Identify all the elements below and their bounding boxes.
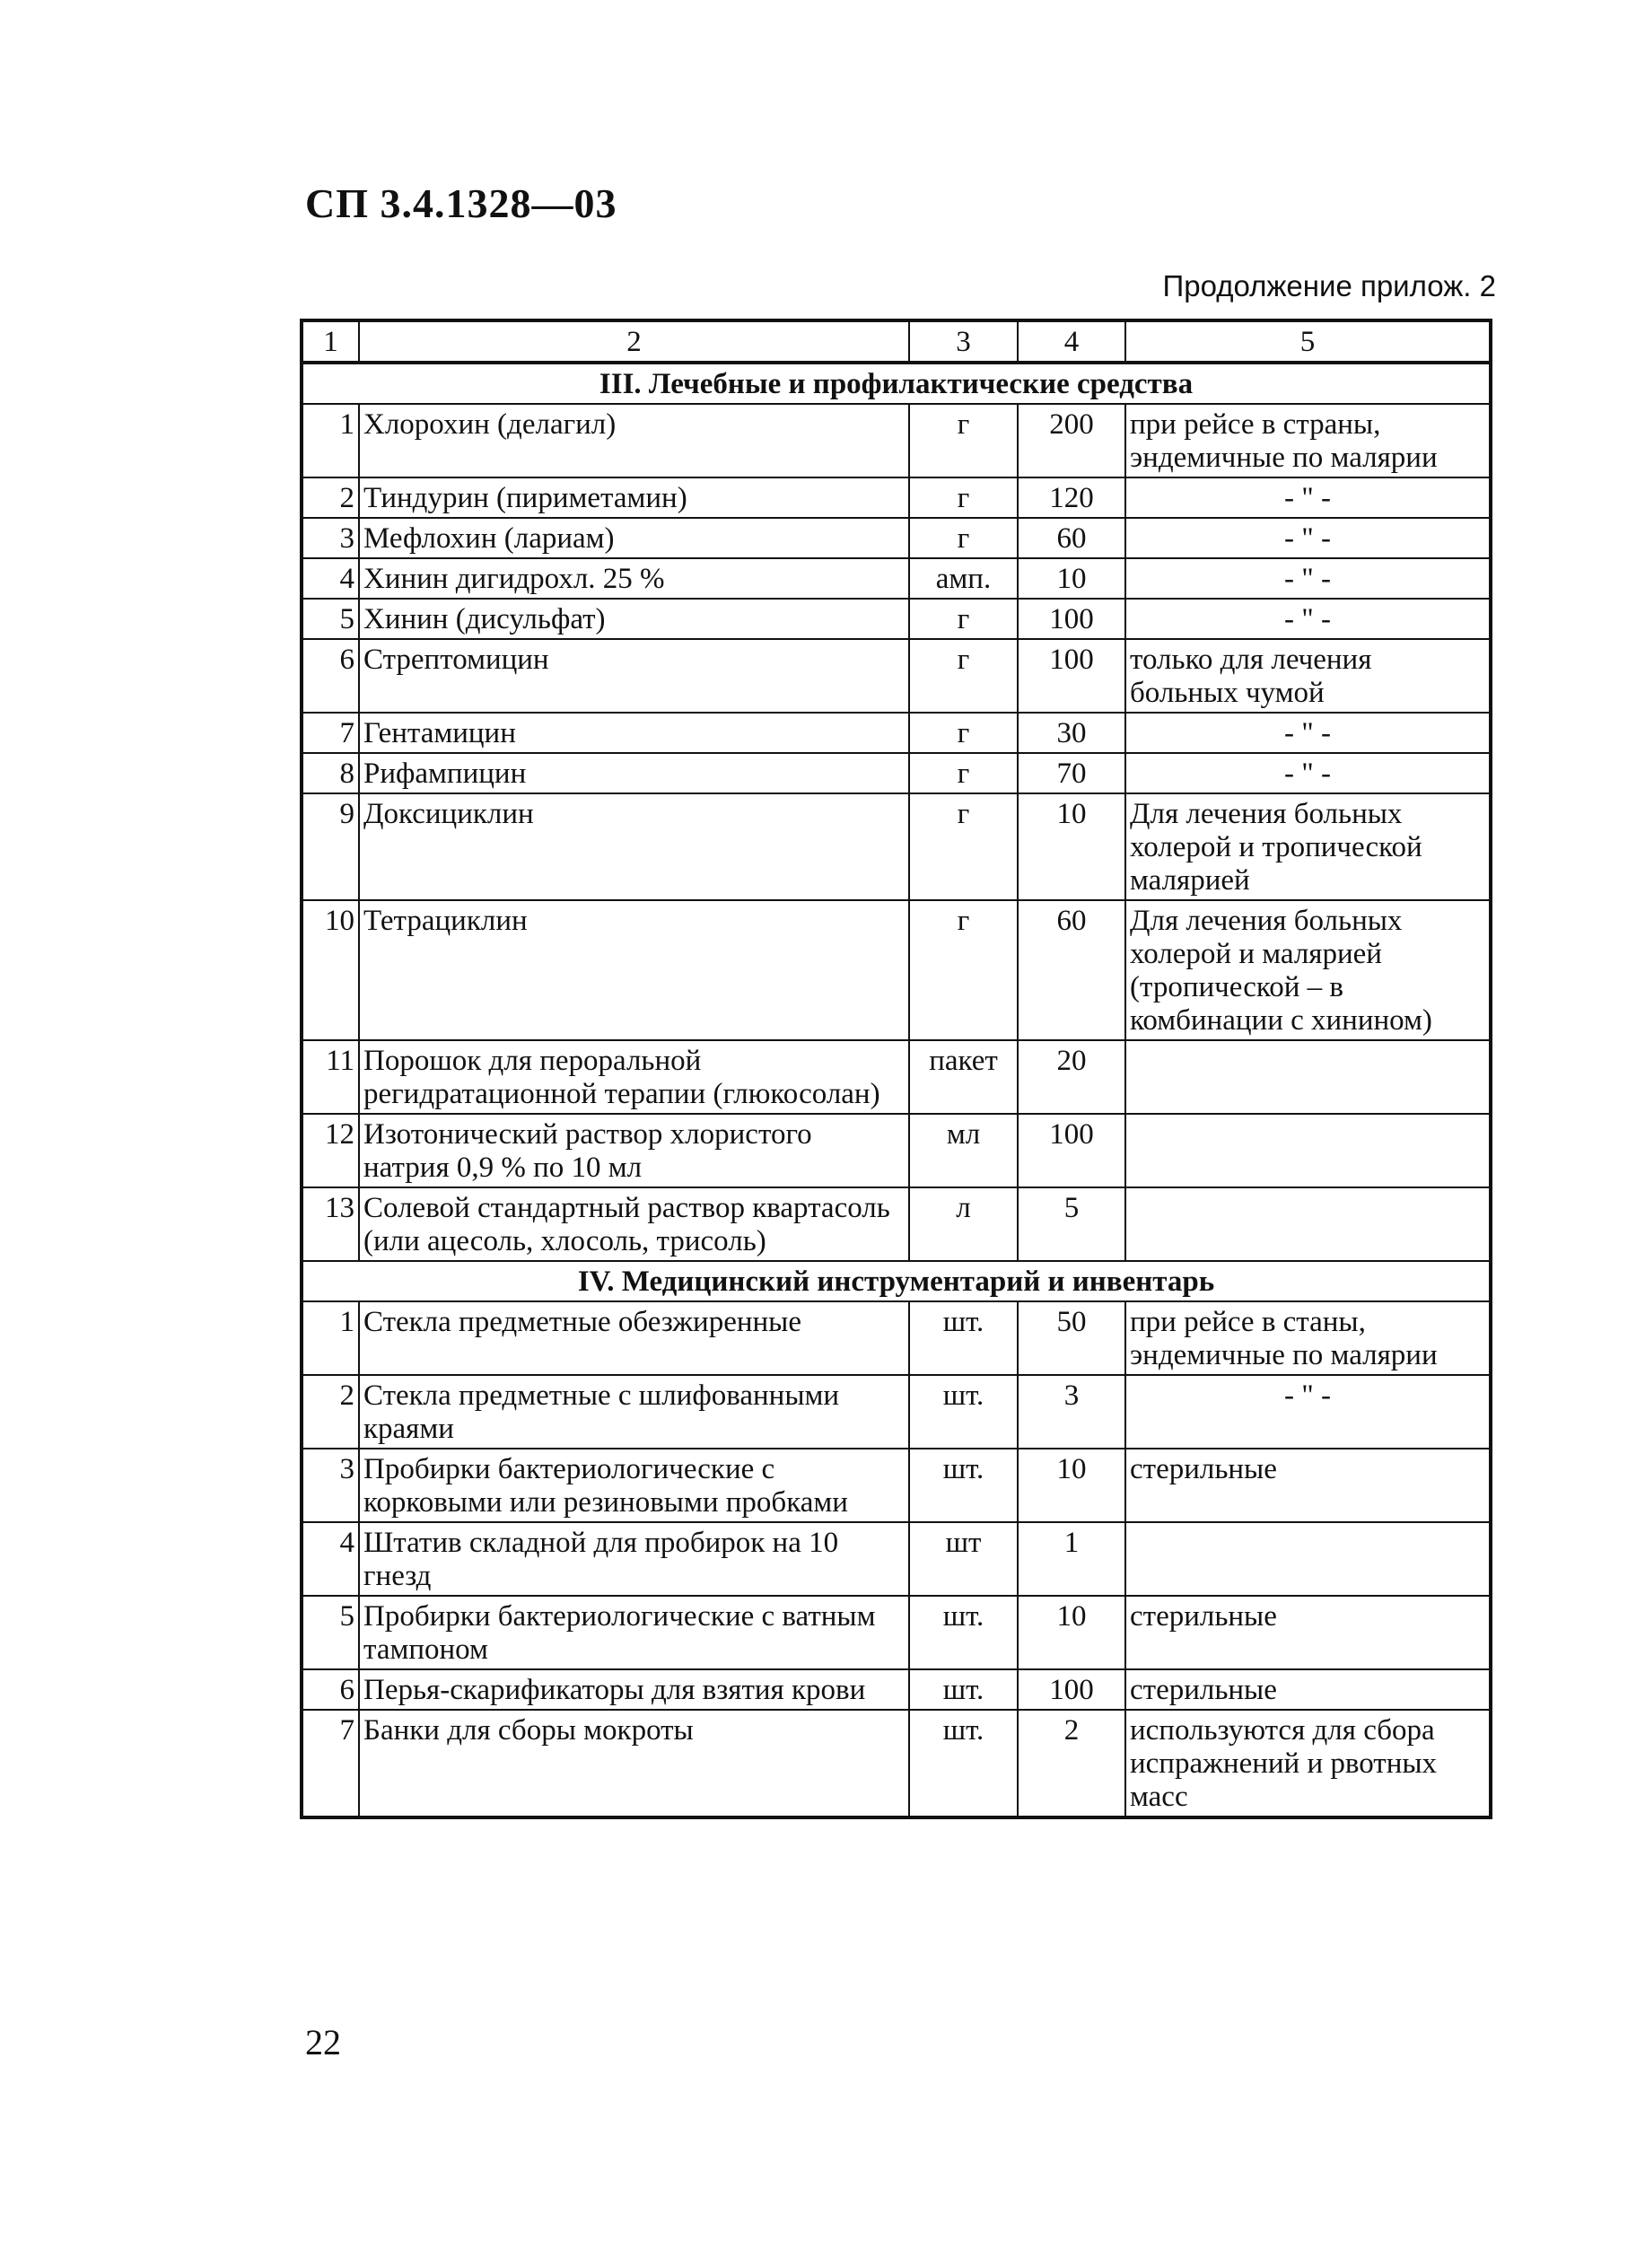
quantity-cell: 10 — [1018, 1596, 1125, 1669]
item-name-cell: Солевой стандартный раствор квартасоль (или ацесоль, хлосоль, трисоль) — [359, 1187, 909, 1261]
table-row — [302, 1375, 1491, 1449]
row-number-cell: 6 — [302, 1669, 359, 1710]
quantity-cell: 60 — [1018, 518, 1125, 558]
item-name-cell: Хинин (дисульфат) — [359, 599, 909, 639]
note-cell: при рейсе в страны, эндемичные по малярии — [1125, 404, 1491, 477]
column-number-3: 3 — [909, 320, 1018, 363]
row-number-cell: 4 — [302, 1522, 359, 1596]
note-cell: - " - — [1125, 477, 1491, 518]
row-number-cell: 3 — [302, 1449, 359, 1522]
unit-cell: г — [909, 477, 1018, 518]
table-row — [302, 1522, 1491, 1596]
table-row — [302, 477, 1491, 518]
note-cell: только для лечения больных чумой — [1125, 639, 1491, 713]
item-name-cell: Хинин дигидрохл. 25 % — [359, 558, 909, 599]
row-number-cell: 2 — [302, 1375, 359, 1449]
quantity-cell: 10 — [1018, 793, 1125, 900]
item-name-cell: Стекла предметные обезжиренные — [359, 1301, 909, 1375]
item-name-cell: Мефлохин (лариам) — [359, 518, 909, 558]
note-cell: - " - — [1125, 1375, 1491, 1449]
continuation-label: Продолжение прилож. 2 — [1162, 269, 1496, 302]
unit-cell: г — [909, 518, 1018, 558]
unit-cell: мл — [909, 1114, 1018, 1187]
quantity-cell: 10 — [1018, 1449, 1125, 1522]
table-row — [302, 1114, 1491, 1187]
quantity-cell: 1 — [1018, 1522, 1125, 1596]
quantity-cell: 10 — [1018, 558, 1125, 599]
quantity-cell: 3 — [1018, 1375, 1125, 1449]
note-cell: Для лечения больных холерой и малярией (тропической – в комбинации с хинином) — [1125, 900, 1491, 1040]
note-cell: - " - — [1125, 753, 1491, 793]
unit-cell: шт — [909, 1522, 1018, 1596]
table-row — [302, 1710, 1491, 1817]
item-name-cell: Банки для сборы мокроты — [359, 1710, 909, 1817]
table-row — [302, 753, 1491, 793]
table-row — [302, 404, 1491, 477]
column-number-2: 2 — [359, 320, 909, 363]
unit-cell: шт. — [909, 1449, 1018, 1522]
unit-cell: шт. — [909, 1301, 1018, 1375]
note-cell: Для лечения больных холерой и тропической малярией — [1125, 793, 1491, 900]
row-number-cell: 4 — [302, 558, 359, 599]
unit-cell: г — [909, 599, 1018, 639]
table-row — [302, 1669, 1491, 1710]
item-name-cell: Тетрациклин — [359, 900, 909, 1040]
table-row — [302, 1301, 1491, 1375]
column-number-row — [302, 320, 1491, 363]
note-cell — [1125, 1114, 1491, 1187]
supplies-table — [300, 319, 1492, 1819]
item-name-cell: Доксициклин — [359, 793, 909, 900]
row-number-cell: 13 — [302, 1187, 359, 1261]
row-number-cell: 9 — [302, 793, 359, 900]
section-title: III. Лечебные и профилактические средства — [302, 363, 1491, 404]
quantity-cell: 100 — [1018, 1114, 1125, 1187]
note-cell: стерильные — [1125, 1449, 1491, 1522]
quantity-cell: 60 — [1018, 900, 1125, 1040]
document-code: СП 3.4.1328—03 — [305, 180, 617, 226]
item-name-cell: Изотонический раствор хлористого натрия 0,9 % по 10 мл — [359, 1114, 909, 1187]
quantity-cell: 70 — [1018, 753, 1125, 793]
unit-cell: шт. — [909, 1375, 1018, 1449]
unit-cell: г — [909, 753, 1018, 793]
quantity-cell: 20 — [1018, 1040, 1125, 1114]
section-row — [302, 1261, 1491, 1301]
row-number-cell: 1 — [302, 1301, 359, 1375]
column-number-5: 5 — [1125, 320, 1491, 363]
table-row — [302, 558, 1491, 599]
table-row — [302, 1449, 1491, 1522]
quantity-cell: 100 — [1018, 1669, 1125, 1710]
note-cell — [1125, 1522, 1491, 1596]
table-row — [302, 713, 1491, 753]
item-name-cell: Гентамицин — [359, 713, 909, 753]
item-name-cell: Штатив складной для пробирок на 10 гнезд — [359, 1522, 909, 1596]
item-name-cell: Хлорохин (делагил) — [359, 404, 909, 477]
column-number-4: 4 — [1018, 320, 1125, 363]
note-cell: стерильные — [1125, 1596, 1491, 1669]
note-cell: - " - — [1125, 713, 1491, 753]
quantity-cell: 120 — [1018, 477, 1125, 518]
unit-cell: л — [909, 1187, 1018, 1261]
quantity-cell: 30 — [1018, 713, 1125, 753]
row-number-cell: 11 — [302, 1040, 359, 1114]
unit-cell: шт. — [909, 1596, 1018, 1669]
note-cell — [1125, 1187, 1491, 1261]
row-number-cell: 5 — [302, 599, 359, 639]
row-number-cell: 3 — [302, 518, 359, 558]
note-cell: используются для сбора испражнений и рвотных масс — [1125, 1710, 1491, 1817]
row-number-cell: 7 — [302, 713, 359, 753]
section-title: IV. Медицинский инструментарий и инвентарь — [302, 1261, 1491, 1301]
unit-cell: шт. — [909, 1710, 1018, 1817]
table-row — [302, 900, 1491, 1040]
row-number-cell: 12 — [302, 1114, 359, 1187]
table-row — [302, 599, 1491, 639]
unit-cell: шт. — [909, 1669, 1018, 1710]
row-number-cell: 10 — [302, 900, 359, 1040]
item-name-cell: Рифампицин — [359, 753, 909, 793]
table-row — [302, 1187, 1491, 1261]
page-number: 22 — [305, 2022, 341, 2062]
row-number-cell: 2 — [302, 477, 359, 518]
row-number-cell: 7 — [302, 1710, 359, 1817]
note-cell: - " - — [1125, 599, 1491, 639]
table-row — [302, 639, 1491, 713]
unit-cell: г — [909, 404, 1018, 477]
item-name-cell: Стекла предметные с шлифованными краями — [359, 1375, 909, 1449]
item-name-cell: Пробирки бактериологические с ватным тампоном — [359, 1596, 909, 1669]
table-row — [302, 1040, 1491, 1114]
note-cell: - " - — [1125, 558, 1491, 599]
unit-cell: г — [909, 639, 1018, 713]
section-row — [302, 363, 1491, 404]
table-row — [302, 793, 1491, 900]
supplies-table-body — [302, 320, 1491, 1817]
item-name-cell: Перья-скарификаторы для взятия крови — [359, 1669, 909, 1710]
item-name-cell: Стрептомицин — [359, 639, 909, 713]
unit-cell: г — [909, 713, 1018, 753]
unit-cell: пакет — [909, 1040, 1018, 1114]
row-number-cell: 1 — [302, 404, 359, 477]
table-row — [302, 1596, 1491, 1669]
unit-cell: г — [909, 793, 1018, 900]
quantity-cell: 5 — [1018, 1187, 1125, 1261]
quantity-cell: 2 — [1018, 1710, 1125, 1817]
row-number-cell: 5 — [302, 1596, 359, 1669]
quantity-cell: 100 — [1018, 639, 1125, 713]
note-cell: - " - — [1125, 518, 1491, 558]
row-number-cell: 8 — [302, 753, 359, 793]
note-cell: стерильные — [1125, 1669, 1491, 1710]
item-name-cell: Пробирки бактериологические с корковыми или резиновыми пробками — [359, 1449, 909, 1522]
quantity-cell: 200 — [1018, 404, 1125, 477]
note-cell — [1125, 1040, 1491, 1114]
note-cell: при рейсе в станы, эндемичные по малярии — [1125, 1301, 1491, 1375]
item-name-cell: Тиндурин (пириметамин) — [359, 477, 909, 518]
row-number-cell: 6 — [302, 639, 359, 713]
quantity-cell: 50 — [1018, 1301, 1125, 1375]
quantity-cell: 100 — [1018, 599, 1125, 639]
item-name-cell: Порошок для пероральной регидратационной терапии (глюкосолан) — [359, 1040, 909, 1114]
table-row — [302, 518, 1491, 558]
unit-cell: г — [909, 900, 1018, 1040]
column-number-1: 1 — [302, 320, 359, 363]
unit-cell: амп. — [909, 558, 1018, 599]
